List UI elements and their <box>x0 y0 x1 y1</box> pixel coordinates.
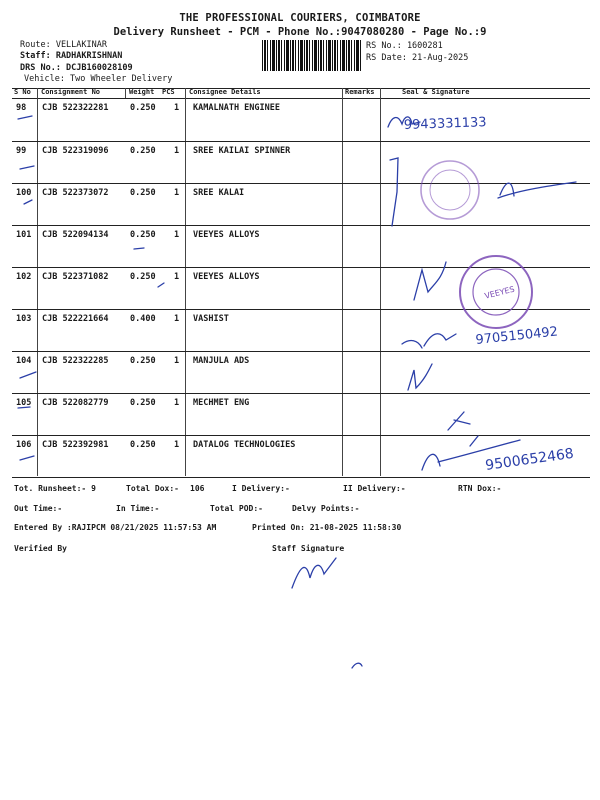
row-weight: 0.400 <box>130 314 156 324</box>
drs-number: DRS No.: DCJB160028109 <box>20 63 133 73</box>
total-dox-value: 106 <box>190 484 205 493</box>
col-header-consignee: Consignee Details <box>189 88 261 96</box>
printed-on: Printed On: 21-08-2025 11:58:30 <box>252 523 402 532</box>
row-consignment: CJB 522371082 <box>42 272 109 282</box>
col-divider <box>342 88 343 476</box>
handwritten-phone: 9500652468 <box>484 445 575 474</box>
row-consignee: MECHMET ENG <box>193 398 250 408</box>
row-pcs: 1 <box>174 398 180 408</box>
col-header-consignment: Consignment No <box>41 88 101 96</box>
row-sno: 104 <box>16 356 32 366</box>
row-consignee: KAMALNATH ENGINEE <box>193 103 280 113</box>
in-time: In Time:- <box>116 504 160 513</box>
row-pcs: 1 <box>174 146 180 156</box>
out-time: Out Time:- <box>14 504 63 513</box>
row-sno: 101 <box>16 230 32 240</box>
ii-delivery: II Delivery:- <box>343 484 406 493</box>
row-consignee: VEEYES ALLOYS <box>193 272 260 282</box>
row-consignee: SREE KALAI <box>193 188 245 198</box>
row-consignment: CJB 522392981 <box>42 440 109 450</box>
col-header-sno: S No <box>14 88 31 96</box>
stamp-text: VEEYES <box>483 284 516 301</box>
row-rule <box>12 393 590 394</box>
total-pod: Total POD:- <box>210 504 263 513</box>
entered-by: Entered By :RAJIPCM 08/21/2025 11:57:53 AM <box>14 523 217 532</box>
row-consignee: SREE KAILAI SPINNER <box>193 146 291 156</box>
row-sno: 99 <box>16 146 27 156</box>
row-sno: 106 <box>16 440 32 450</box>
company-stamp <box>421 161 479 219</box>
row-weight: 0.250 <box>130 440 156 450</box>
row-rule <box>12 351 590 352</box>
total-dox-label: Total Dox:- <box>126 484 179 493</box>
verified-by: Verified By <box>14 544 67 553</box>
col-divider <box>37 88 38 476</box>
row-sno: 98 <box>16 103 27 113</box>
table-bottom-rule <box>12 477 590 478</box>
row-consignee: VEEYES ALLOYS <box>193 230 260 240</box>
row-consignee: MANJULA ADS <box>193 356 250 366</box>
row-consignee: VASHIST <box>193 314 229 324</box>
row-weight: 0.250 <box>130 398 156 408</box>
row-consignment: CJB 522322281 <box>42 103 109 113</box>
rs-date: RS Date: 21-Aug-2025 <box>366 53 469 63</box>
row-rule <box>12 435 590 436</box>
row-consignee: DATALOG TECHNOLOGIES <box>193 440 296 450</box>
col-divider <box>125 88 126 98</box>
row-pcs: 1 <box>174 272 180 282</box>
i-delivery: I Delivery:- <box>232 484 290 493</box>
delvy-points: Delvy Points:- <box>292 504 360 513</box>
handwritten-phone: 9705150492 <box>474 324 559 348</box>
row-sno: 100 <box>16 188 32 198</box>
col-header-pcs: PCS <box>162 88 175 96</box>
row-pcs: 1 <box>174 103 180 113</box>
runsheet-subtitle: Delivery Runsheet - PCM - Phone No.:9047080280 - Page No.:9 <box>113 26 487 38</box>
row-weight: 0.250 <box>130 356 156 366</box>
row-pcs: 1 <box>174 440 180 450</box>
row-rule <box>12 225 590 226</box>
header-rule <box>12 98 590 99</box>
row-consignment: CJB 522221664 <box>42 314 109 324</box>
row-consignment: CJB 522319096 <box>42 146 109 156</box>
row-pcs: 1 <box>174 314 180 324</box>
rs-number: RS No.: 1600281 <box>366 41 443 51</box>
row-weight: 0.250 <box>130 230 156 240</box>
row-sno: 105 <box>16 398 32 408</box>
company-title: THE PROFESSIONAL COURIERS, COIMBATORE <box>179 12 421 24</box>
row-weight: 0.250 <box>130 188 156 198</box>
col-header-remarks: Remarks <box>345 88 375 96</box>
row-sno: 103 <box>16 314 32 324</box>
row-consignment: CJB 522082779 <box>42 398 109 408</box>
row-weight: 0.250 <box>130 272 156 282</box>
row-weight: 0.250 <box>130 146 156 156</box>
route-label: Route: VELLAKINAR <box>20 40 107 50</box>
tot-runsheet: Tot. Runsheet:- 9 <box>14 484 96 493</box>
row-rule <box>12 183 590 184</box>
staff-label: Staff: RADHAKRISHNAN <box>20 51 123 61</box>
row-rule <box>12 267 590 268</box>
staff-signature-label: Staff Signature <box>272 544 345 553</box>
barcode <box>262 40 362 71</box>
col-divider <box>380 88 381 476</box>
row-consignment: CJB 522373072 <box>42 188 109 198</box>
row-pcs: 1 <box>174 230 180 240</box>
row-rule <box>12 141 590 142</box>
handwritten-phone: 9943331133 <box>403 115 487 133</box>
col-divider <box>185 88 186 476</box>
row-pcs: 1 <box>174 188 180 198</box>
vehicle-label: Vehicle: Two Wheeler Delivery <box>24 74 173 84</box>
rtn-dox: RTN Dox:- <box>458 484 502 493</box>
row-sno: 102 <box>16 272 32 282</box>
row-weight: 0.250 <box>130 103 156 113</box>
col-header-weight: Weight <box>129 88 155 96</box>
col-header-seal: Seal & Signature <box>402 88 470 96</box>
row-consignment: CJB 522094134 <box>42 230 109 240</box>
row-rule <box>12 309 590 310</box>
row-pcs: 1 <box>174 356 180 366</box>
row-consignment: CJB 522322285 <box>42 356 109 366</box>
